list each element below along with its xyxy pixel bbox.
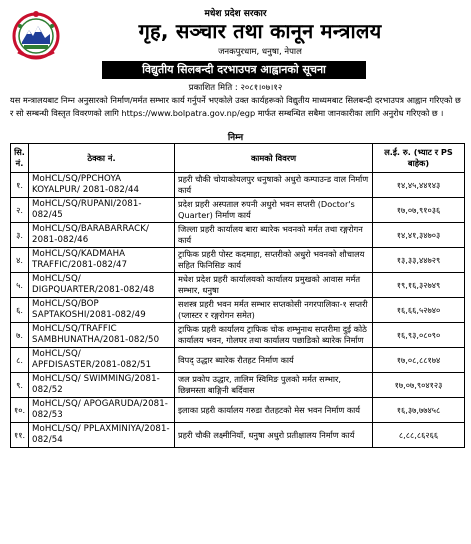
table-row xyxy=(11,198,465,223)
published-label: प्रकाशित मिति : xyxy=(188,83,238,93)
row-desc: जिल्ला प्रहरी कार्यालय बारा ब्यारेक भवनको मर्मत तथा रङ्गरोगन कार्य xyxy=(175,223,373,248)
row-desc: मधेश प्रदेश प्रहरी कार्यालयको कार्यालय प्रमुखको आवास मर्मत सम्भार, धनुषा xyxy=(175,273,373,298)
state-government-label: मधेश प्रदेश सरकार xyxy=(204,9,267,19)
row-amount: १४,४५,४४१४३ xyxy=(373,173,465,198)
works-table xyxy=(10,143,465,448)
row-amount: १६,९३,०८०९० xyxy=(373,323,465,348)
row-sn: १०. xyxy=(11,398,29,423)
ministry-address: जनकपुरधाम, धनुषा, नेपाल xyxy=(218,47,302,57)
table-row xyxy=(11,323,465,348)
row-code: MoHCL/SQ/RUPANI/2081-082/45 xyxy=(29,198,175,223)
row-desc: जल प्रकोप उद्धार, तालिम स्विमिङ पुलको मर्मत सम्भार, छिन्नमस्ता बाङ्गिनी बर्दिवास xyxy=(175,373,373,398)
row-code: MoHCL/SQ/ SWIMMING/2081-082/52 xyxy=(29,373,175,398)
header-code: ठेक्का नं. xyxy=(29,144,175,173)
intro-paragraph xyxy=(10,94,464,119)
table-title: निम्न xyxy=(227,133,244,143)
published-date: २०८१।०७।१२ xyxy=(240,83,283,93)
row-amount: १९,१६,३२७४९ xyxy=(373,273,465,298)
row-sn: १. xyxy=(11,173,29,198)
row-code: MoHCL/SQ/BOP SAPTAKOSHI/2081-082/49 xyxy=(29,298,175,323)
row-code: MoHCL/SQ/ APFDISASTER/2081-082/51 xyxy=(29,348,175,373)
row-desc: सशस्त्र प्रहरी भवन मर्मत सम्भार सप्तकोसी नगरपालिका-१ सप्तरी (प्लास्टर र रङ्गरोगन समेत) xyxy=(175,298,373,323)
row-amount: १४,४१,३४७०३ xyxy=(373,223,465,248)
row-desc: प्रदेश प्रहरी अस्पताल रुपनी अधुरो भवन सप्तरी (Doctor's Quarter) निर्माण कार्य xyxy=(175,198,373,223)
table-row xyxy=(11,298,465,323)
table-row xyxy=(11,273,465,298)
row-sn: ९. xyxy=(11,373,29,398)
header-sn: सि. नं. xyxy=(11,144,29,173)
row-sn: २. xyxy=(11,198,29,223)
row-code: MoHCL/SQ/PPCHOYA KOYALPUR/ 2081-082/44 xyxy=(29,173,175,198)
table-row xyxy=(11,398,465,423)
row-sn: ४. xyxy=(11,248,29,273)
row-sn: ११. xyxy=(11,423,29,448)
intro-text: यस मन्त्रालयबाट निम्न अनुसारको निर्माण/मर्मत सम्भार कार्य गर्नुपर्ने भएकोले उक्त कार्यहरूको विद्युतीय माध्यमबाट सिलबन्दी दरभाउपत्र आह्वान गरिएको छ र सो सम्बन्धी विस्तृत विवरणको लागि https://www.bolpatra.gov.np/egp मार्फत सम्बन्धित सबैमा जानकारीका लागि अनुरोध गरिएको छ । xyxy=(10,95,461,118)
table-row xyxy=(11,373,465,398)
row-amount: १६,६६,५२७४० xyxy=(373,298,465,323)
row-desc: प्रहरी चौकी चोयाकोयलपुर धनुषाको अधुरो कम्पाउन्ड वाल निर्माण कार्य xyxy=(175,173,373,198)
table-row xyxy=(11,248,465,273)
row-sn: ७. xyxy=(11,323,29,348)
table-row xyxy=(11,348,465,373)
row-code: MoHCL/SQ/BARABARRACK/ 2081-082/46 xyxy=(29,223,175,248)
table-header-row xyxy=(11,144,465,173)
notice-title-banner: विद्युतीय सिलबन्दी दरभाउपत्र आह्वानको सूचना xyxy=(102,61,366,79)
ministry-title: गृह, सञ्चार तथा कानून मन्त्रालय xyxy=(138,19,382,43)
row-desc: ट्राफिक प्रहरी कार्यालय ट्राफिक चोक शम्भुनाथ सप्तरीमा दुई कोठे कार्यालय भवन, गोलघर तथा कार्यालय पछाडिको ब्यारेक निर्माण xyxy=(175,323,373,348)
row-amount: १७,०८,८८१७४ xyxy=(373,348,465,373)
row-sn: ३. xyxy=(11,223,29,248)
row-amount: १३,३३,४४७२९ xyxy=(373,248,465,273)
row-code: MoHCL/SQ/ DIGPQUARTER/2081-082/48 xyxy=(29,273,175,298)
row-code: MoHCL/SQ/TRAFFIC SAMBHUNATHA/2081-082/50 xyxy=(29,323,175,348)
row-sn: ८. xyxy=(11,348,29,373)
row-desc: ट्राफिक प्रहरी पोस्ट कदमाहा, सप्तरीको अधुरो भवनको शौचालय सहित फिनिसिङ कार्य xyxy=(175,248,373,273)
table-row xyxy=(11,173,465,198)
header-desc: कामको विवरण xyxy=(175,144,373,173)
row-amount: ८,८८,८६२६६ xyxy=(373,423,465,448)
header-amount: ल.ई. रु. (भ्याट र PS बाहेक) xyxy=(373,144,465,173)
row-code: MoHCL/SQ/ APOGARUDA/2081-082/53 xyxy=(29,398,175,423)
row-amount: १७,०७,९०४१२३ xyxy=(373,373,465,398)
row-desc: प्रहरी चौकी लक्ष्मीनियाँ, धनुषा अधुरो प्रतीक्षालय निर्माण कार्य xyxy=(175,423,373,448)
row-code: MoHCL/SQ/KADMAHA TRAFFIC/2081-082/47 xyxy=(29,248,175,273)
row-desc: इलाका प्रहरी कार्यालय गरुडा रौतहटको मेस भवन निर्माण कार्य xyxy=(175,398,373,423)
row-code: MoHCL/SQ/ PPLAXMINIYA/2081-082/54 xyxy=(29,423,175,448)
row-desc: विपद् उद्धार ब्यारेक रौतहट निर्माण कार्य xyxy=(175,348,373,373)
table-row xyxy=(11,423,465,448)
row-amount: १७,०७,९१०३६ xyxy=(373,198,465,223)
table-row xyxy=(11,223,465,248)
published-date-line xyxy=(0,82,471,93)
row-sn: ५. xyxy=(11,273,29,298)
row-amount: १६,३७,७७४५८ xyxy=(373,398,465,423)
row-sn: ६. xyxy=(11,298,29,323)
